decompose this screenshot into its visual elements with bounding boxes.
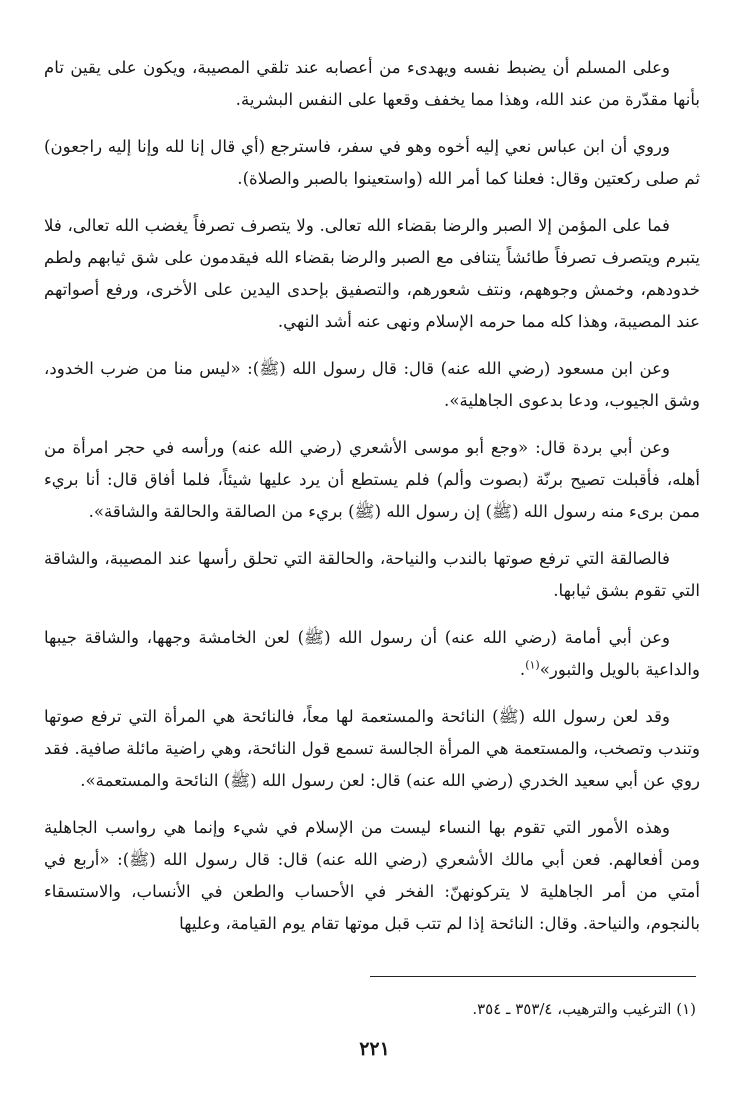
footnote-separator [370, 976, 696, 977]
paragraph-3: فما على المؤمن إلا الصبر والرضا بقضاء الله تعالى. ولا يتصرف تصرفاً يغضب الله تعالى، فلا يتبرم ويتصرف تصرفاً طائشاً يتنافى مع الصبر والرضا بقضاء الله فيقدمون على شق ثيابهم ولطم خدودهم، وخمش وجوههم، ونتف شعورهم، والتصفيق بإحدى اليدين على الأخرى، ورفع أصواتهم عند المصيبة، وهذا كله مما حرمه الإسلام ونهى عنه أشد النهي. [44, 216, 700, 331]
paragraph-7-end: . [519, 660, 526, 679]
footnote-reference[interactable]: (١) [525, 658, 540, 672]
page-number: ٢٢١ [359, 1038, 390, 1060]
footnote: (١) الترغيب والترهيب، ٣٥٣/٤ ـ ٣٥٤. [472, 1000, 696, 1018]
paragraph-7 [44, 622, 700, 686]
paragraph-9: وهذه الأمور التي تقوم بها النساء ليست من الإسلام في شيء وإنما هي رواسب الجاهلية ومن أفعالهم. فعن أبي مالك الأشعري (رضي الله عنه) قال: قال رسول الله (ﷺ): «أربع في أمتي من أمر الجاهلية لا يتركونهنّ: الفخر في الأحساب والطعن في الأنساب، والاستسقاء بالنجوم، والنياحة. وقال: النائحة إذا لم تتب قبل موتها تقام يوم القيامة، وعليها [44, 818, 700, 933]
paragraph-4: وعن ابن مسعود (رضي الله عنه) قال: قال رسول الله (ﷺ): «ليس منا من ضرب الخدود، وشق الجيوب، ودعا بدعوى الجاهلية». [44, 359, 700, 410]
paragraph-1: وعلى المسلم أن يضبط نفسه ويهدىء من أعصابه عند تلقي المصيبة، ويكون على يقين تام بأنها مقدّرة من عند الله، وهذا مما يخفف وقعها على النفس البشرية. [44, 58, 700, 109]
paragraph-8: وقد لعن رسول الله (ﷺ) النائحة والمستعمة لها معاً، فالنائحة هي المرأة التي ترفع صوتها وتندب وتصخب، والمستعمة هي المرأة الجالسة تسمع قول النائحة، وهي راضية مائلة صافية. فقد روي عن أبي سعيد الخدري (رضي الله عنه) قال: لعن رسول الله (ﷺ) النائحة والمستعمة». [44, 707, 700, 790]
paragraph-7-text: وعن أبي أمامة (رضي الله عنه) أن رسول الله (ﷺ) لعن الخامشة وجهها، والشاقة جيبها والداعية بالويل والثبور» [44, 628, 700, 679]
paragraph-6: فالصالقة التي ترفع صوتها بالندب والنياحة، والحالقة التي تحلق رأسها عند المصيبة، والشاقة التي تقوم بشق ثيابها. [44, 549, 700, 600]
main-text [44, 52, 700, 955]
paragraph-2: وروي أن ابن عباس نعي إليه أخوه وهو في سفر، فاسترجع (أي قال إنا لله وإنا إليه راجعون) ثم صلى ركعتين وقال: فعلنا كما أمر الله (واستعينوا بالصبر والصلاة). [44, 137, 700, 188]
paragraph-5: وعن أبي بردة قال: «وجع أبو موسى الأشعري (رضي الله عنه) ورأسه في حجر امرأة من أهله، فأقبلت تصيح برنّة (بصوت وألم) فلم يستطع أن يرد عليها شيئاً، فلما أفاق قال: أنا بريء ممن برىء منه رسول الله (ﷺ) إن رسول الله (ﷺ) بريء من الصالقة والحالقة والشاقة». [44, 438, 700, 521]
